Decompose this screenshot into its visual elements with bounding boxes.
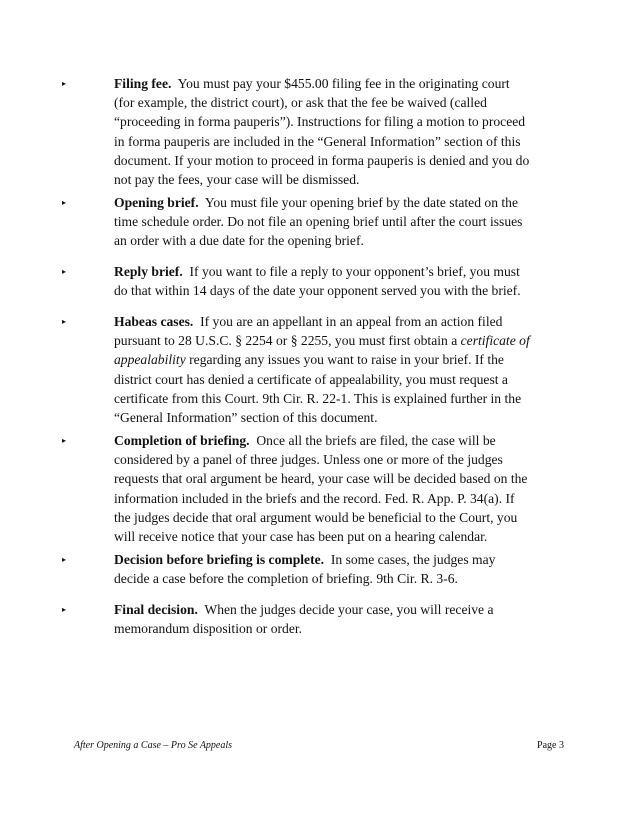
item-line: “proceeding in forma pauperis”). Instructions for filing a motion to proceed — [114, 114, 526, 130]
item-line: certificate from this Court. 9th Cir. R. 22-1. This is explained further in the — [114, 390, 522, 406]
item-line: You must pay your $455.00 filing fee in the originating court — [171, 76, 510, 91]
bullet-icon: ▸ — [62, 79, 67, 88]
item-text — [114, 262, 579, 300]
item-line: will receive notice that your case has been put on a hearing calendar. — [114, 529, 488, 545]
item-line: time schedule order. Do not file an opening brief until after the court issues — [114, 214, 523, 230]
item-heading: Decision before briefing is complete. — [114, 552, 325, 567]
footer-title: After Opening a Case – Pro Se Appeals — [74, 740, 233, 751]
item-line: information included in the briefs and the record. Fed. R. App. P. 34(a). If — [114, 490, 515, 506]
item-heading: Opening brief. — [114, 195, 199, 210]
item-line: district court has denied a certificate of appealability, you must request a — [114, 371, 508, 387]
item-line: do that within 14 days of the date your opponent served you with the brief. — [114, 283, 521, 299]
bullet-icon: ▸ — [62, 436, 67, 445]
item-heading: Filing fee. — [114, 76, 172, 91]
item-line: pursuant to 28 U.S.C. § 2254 or § 2255, you must first obtain a certificate of — [114, 333, 530, 349]
item-line: “General Information” section of this document. — [114, 410, 378, 426]
item-line: an order with a due date for the opening brief. — [114, 233, 364, 249]
item-line: decide a case before the completion of briefing. 9th Cir. R. 3-6. — [114, 571, 458, 587]
item-text — [114, 193, 579, 251]
bullet-icon: ▸ — [62, 555, 67, 564]
item-text — [114, 74, 579, 189]
item-line: considered by a panel of three judges. Unless one or more of the judges — [114, 452, 503, 468]
item-line: You must file your opening brief by the date stated on the — [198, 195, 518, 210]
item-line: the judges decide that oral argument would be beneficial to the Court, you — [114, 509, 518, 525]
item-line: If you want to file a reply to your opponent’s brief, you must — [182, 264, 520, 279]
bullet-icon: ▸ — [62, 317, 67, 326]
item-line: Once all the briefs are filed, the case will be — [249, 433, 496, 448]
item-text — [114, 600, 579, 638]
item-line: memorandum disposition or order. — [114, 621, 303, 637]
item-line: When the judges decide your case, you will receive a — [197, 602, 494, 617]
item-line: requests that oral argument be heard, your case will be decided based on the — [114, 471, 528, 487]
page-number: Page 3 — [537, 740, 564, 751]
item-line: document. If your motion to proceed in forma pauperis is denied and you do — [114, 152, 530, 168]
item-text — [114, 550, 579, 588]
item-heading: Final decision. — [114, 602, 198, 617]
item-line: not pay the fees, your case will be dismissed. — [114, 172, 360, 188]
item-line: (for example, the district court), or ask that the fee be waived (called — [114, 95, 487, 111]
item-line: in forma pauperis are included in the “General Information” section of this — [114, 133, 521, 149]
item-line: appealability regarding any issues you want to raise in your brief. If the — [114, 352, 504, 368]
item-line: If you are an appellant in an appeal from an action filed — [193, 314, 503, 329]
item-heading: Completion of briefing. — [114, 433, 250, 448]
item-heading: Reply brief. — [114, 264, 183, 279]
item-heading: Habeas cases. — [114, 314, 194, 329]
bullet-icon: ▸ — [62, 267, 67, 276]
item-line: In some cases, the judges may — [324, 552, 496, 567]
bullet-icon: ▸ — [62, 198, 67, 207]
item-text — [114, 431, 579, 546]
item-text — [114, 312, 579, 427]
bullet-icon: ▸ — [62, 605, 67, 614]
